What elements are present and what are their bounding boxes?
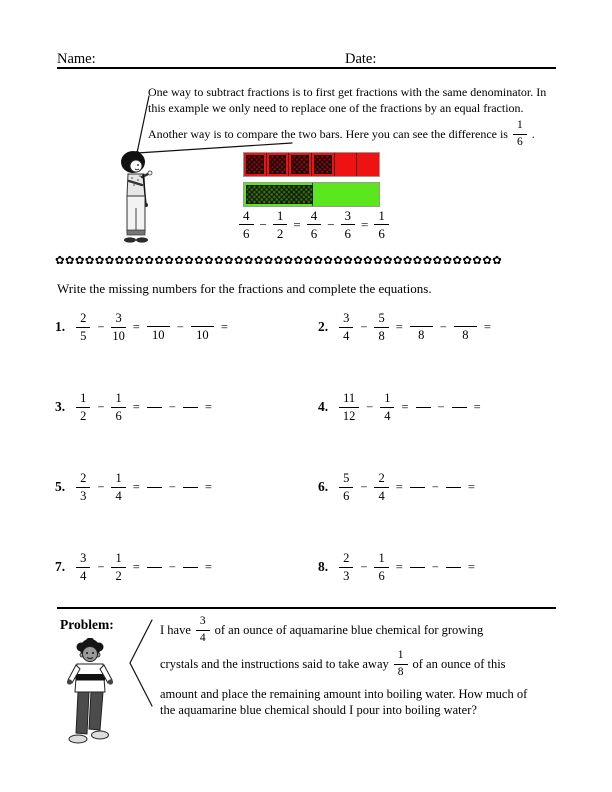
red-bar-segment (357, 153, 379, 176)
fraction (196, 616, 210, 644)
operator: = (473, 399, 481, 414)
answer-blank-numerator (410, 313, 433, 327)
fraction (76, 472, 90, 502)
explanation-block (148, 84, 546, 148)
fraction-numerator: 1 (380, 392, 394, 408)
fraction-numerator: 4 (307, 209, 322, 225)
red-bar-segment (335, 153, 358, 176)
fraction-denominator: 6 (516, 135, 523, 148)
fraction-numerator: 1 (111, 392, 125, 408)
fraction-denominator: 10 (112, 328, 125, 343)
fraction-numerator: 2 (76, 472, 90, 488)
name-label: Name: (57, 51, 96, 67)
problem-equation (76, 312, 229, 342)
section-divider-rule (57, 607, 556, 609)
explanation-line-2: this example we only need to replace one of the fractions by an equal fraction. (148, 101, 524, 115)
fraction (513, 120, 527, 148)
fraction-denominator: 8 (462, 327, 469, 342)
fraction-denominator: 8 (397, 665, 404, 678)
red-fraction-bar (243, 152, 380, 177)
fraction (454, 313, 477, 342)
flower-divider: ✿✿✿✿✿✿✿✿✿✿✿✿✿✿✿✿✿✿✿✿✿✿✿✿✿✿✿✿✿✿✿✿✿✿✿✿✿✿✿✿✿✿✿✿✿ (55, 253, 503, 267)
operator: = (483, 319, 491, 334)
operator: = (132, 559, 140, 574)
explanation-text: Another way is to compare the two bars. Here you can see the difference is (148, 127, 508, 141)
fraction (339, 472, 353, 502)
fraction (341, 209, 356, 240)
operator: = (204, 479, 212, 494)
fraction (394, 650, 408, 678)
operator: − (327, 216, 335, 232)
fraction (339, 552, 353, 582)
problem-number: 8. (318, 559, 329, 574)
fraction-denominator: 12 (342, 408, 356, 423)
fraction-denominator: 6 (115, 408, 122, 423)
answer-blank-fraction (410, 487, 425, 488)
fraction-denominator: 5 (80, 328, 87, 343)
fraction-numerator: 5 (339, 472, 353, 488)
operator: = (204, 559, 212, 574)
operator: = (204, 399, 212, 414)
header-rule (57, 67, 556, 69)
fraction-numerator: 1 (111, 472, 125, 488)
fraction (273, 209, 288, 240)
explanation-line-3 (148, 120, 546, 148)
example-equation (239, 209, 389, 240)
operator: − (360, 319, 368, 334)
word-problem-line-1 (160, 616, 483, 644)
fraction-denominator: 10 (196, 327, 209, 342)
word-problem-bracket (130, 620, 152, 706)
problem-equation (339, 312, 492, 342)
operator: = (395, 559, 403, 574)
red-bar-filled-segment (314, 155, 332, 174)
fraction (307, 209, 322, 240)
fraction-denominator: 10 (152, 327, 165, 342)
operator: = (395, 479, 403, 494)
problem-5 (55, 472, 213, 502)
fraction (239, 209, 254, 240)
fraction-numerator: 3 (111, 312, 125, 328)
operator: − (168, 479, 176, 494)
answer-blank-numerator (454, 313, 477, 327)
problem-number: 3. (55, 399, 66, 414)
fraction-denominator: 4 (343, 328, 350, 343)
fraction (374, 552, 388, 582)
operator: − (437, 399, 445, 414)
operator: = (467, 559, 475, 574)
word-problem-line-4: the aquamarine blue chemical should I pour into boiling water? (160, 703, 477, 717)
fraction (410, 313, 433, 342)
word-problem-label: Problem: (60, 617, 114, 632)
fraction (76, 552, 90, 582)
fraction-numerator: 1 (273, 209, 288, 225)
fraction (374, 312, 388, 342)
fraction (76, 392, 90, 422)
fraction-numerator: 1 (513, 120, 527, 135)
fraction-numerator: 2 (76, 312, 90, 328)
fraction-numerator: 5 (374, 312, 388, 328)
problem-equation (339, 392, 482, 422)
problem-equation (76, 392, 213, 422)
fraction-denominator: 6 (344, 226, 352, 241)
problem-2 (318, 312, 492, 342)
operator: − (366, 399, 374, 414)
operator: = (293, 216, 301, 232)
operator: − (97, 319, 105, 334)
green-bar-divider (312, 183, 313, 206)
fraction-denominator: 4 (199, 631, 206, 644)
operator: − (97, 399, 105, 414)
boy-character-illustration (63, 638, 127, 756)
operator: − (97, 559, 105, 574)
fraction-numerator: 2 (339, 552, 353, 568)
date-label: Date: (345, 51, 377, 67)
fraction-denominator: 2 (80, 408, 87, 423)
fraction-numerator: 3 (196, 616, 210, 631)
red-bar-filled-segment (291, 155, 309, 174)
fraction-numerator: 1 (374, 209, 389, 225)
problem-number: 6. (318, 479, 329, 494)
explanation-line-1: One way to subtract fractions is to first get fractions with the same denominator. In (148, 85, 547, 99)
word-problem-text: of an ounce of aquamarine blue chemical for growing (214, 623, 484, 637)
problem-number: 7. (55, 559, 66, 574)
answer-blank-fraction (416, 407, 431, 408)
fraction-numerator: 2 (374, 472, 388, 488)
word-problem-text: of an ounce of this (412, 657, 506, 671)
fraction-denominator: 6 (378, 568, 385, 583)
problem-number: 4. (318, 399, 329, 414)
fraction (339, 312, 353, 342)
problem-7 (55, 552, 213, 582)
green-fraction-bar (243, 182, 380, 207)
problem-8 (318, 552, 476, 582)
fraction-numerator: 3 (339, 312, 353, 328)
operator: − (168, 399, 176, 414)
operator: − (168, 559, 176, 574)
problem-equation (76, 552, 213, 582)
fraction (147, 313, 170, 342)
problem-equation (76, 472, 213, 502)
answer-blank-fraction (446, 487, 461, 488)
red-bar-segment (244, 153, 267, 176)
operator: − (97, 479, 105, 494)
operator: = (467, 479, 475, 494)
problem-equation (339, 552, 476, 582)
red-bar-segment (267, 153, 290, 176)
problem-number: 1. (55, 319, 66, 334)
red-bar-filled-segment (269, 155, 287, 174)
answer-blank-fraction (446, 567, 461, 568)
problem-4 (318, 392, 482, 422)
fraction-denominator: 8 (378, 328, 385, 343)
fraction-numerator: 1 (394, 650, 408, 665)
fraction-denominator: 4 (378, 488, 385, 503)
operator: − (360, 559, 368, 574)
fraction-denominator: 4 (80, 568, 87, 583)
operator: − (259, 216, 267, 232)
answer-blank-fraction (410, 567, 425, 568)
operator: − (431, 479, 439, 494)
word-problem-line-3: amount and place the remaining amount into boiling water. How much of (160, 687, 528, 701)
operator: = (395, 319, 403, 334)
fraction-numerator: 3 (341, 209, 356, 225)
fraction (111, 472, 125, 502)
fraction (111, 392, 125, 422)
fraction-denominator: 6 (378, 226, 385, 241)
problem-1 (55, 312, 229, 342)
answer-blank-fraction (183, 407, 198, 408)
operator: − (176, 319, 184, 334)
fraction (191, 313, 214, 342)
fraction-numerator: 1 (111, 552, 125, 568)
operator: = (132, 479, 140, 494)
fraction-numerator: 1 (374, 552, 388, 568)
problem-number: 2. (318, 319, 329, 334)
red-bar-filled-segment (246, 155, 264, 174)
fraction (374, 472, 388, 502)
instruction-text: Write the missing numbers for the fractions and complete the equations. (57, 281, 432, 296)
fraction-denominator: 3 (343, 568, 350, 583)
answer-blank-fraction (452, 407, 467, 408)
fraction-numerator: 1 (76, 392, 90, 408)
red-bar-segment (289, 153, 312, 176)
problem-3 (55, 392, 213, 422)
fraction (339, 392, 359, 422)
fraction-denominator: 2 (115, 568, 122, 583)
fraction-denominator: 8 (418, 327, 425, 342)
fraction (76, 312, 90, 342)
fraction-numerator: 3 (76, 552, 90, 568)
fraction-denominator: 6 (343, 488, 350, 503)
fraction-denominator: 6 (310, 226, 318, 241)
fraction (111, 312, 125, 342)
operator: − (439, 319, 447, 334)
answer-blank-fraction (147, 567, 162, 568)
answer-blank-numerator (147, 313, 170, 327)
fraction-numerator: 4 (239, 209, 254, 225)
fraction (380, 392, 394, 422)
fraction (111, 552, 125, 582)
operator: − (360, 479, 368, 494)
green-bar-filled-half (246, 185, 313, 204)
word-problem-line-2 (160, 650, 506, 678)
fraction-denominator: 3 (80, 488, 87, 503)
answer-blank-fraction (147, 407, 162, 408)
word-problem-text: I have (160, 623, 191, 637)
operator: = (401, 399, 409, 414)
fraction-denominator: 6 (243, 226, 250, 241)
answer-blank-numerator (191, 313, 214, 327)
word-problem-text: crystals and the instructions said to take away (160, 657, 389, 671)
girl-character-illustration (112, 150, 170, 246)
problem-number: 5. (55, 479, 66, 494)
fraction-denominator: 2 (276, 226, 284, 241)
fraction-denominator: 4 (115, 488, 122, 503)
operator: = (361, 216, 369, 232)
answer-blank-fraction (183, 487, 198, 488)
problem-equation (339, 472, 476, 502)
answer-blank-fraction (183, 567, 198, 568)
operator: = (132, 319, 140, 334)
operator: = (220, 319, 228, 334)
red-bar-segment (312, 153, 335, 176)
operator: = (132, 399, 140, 414)
answer-blank-fraction (147, 487, 162, 488)
explanation-text-period: . (531, 127, 535, 141)
problem-6 (318, 472, 476, 502)
operator: − (431, 559, 439, 574)
fraction-numerator: 11 (339, 392, 359, 408)
fraction-denominator: 4 (384, 408, 391, 423)
fraction (374, 209, 389, 240)
